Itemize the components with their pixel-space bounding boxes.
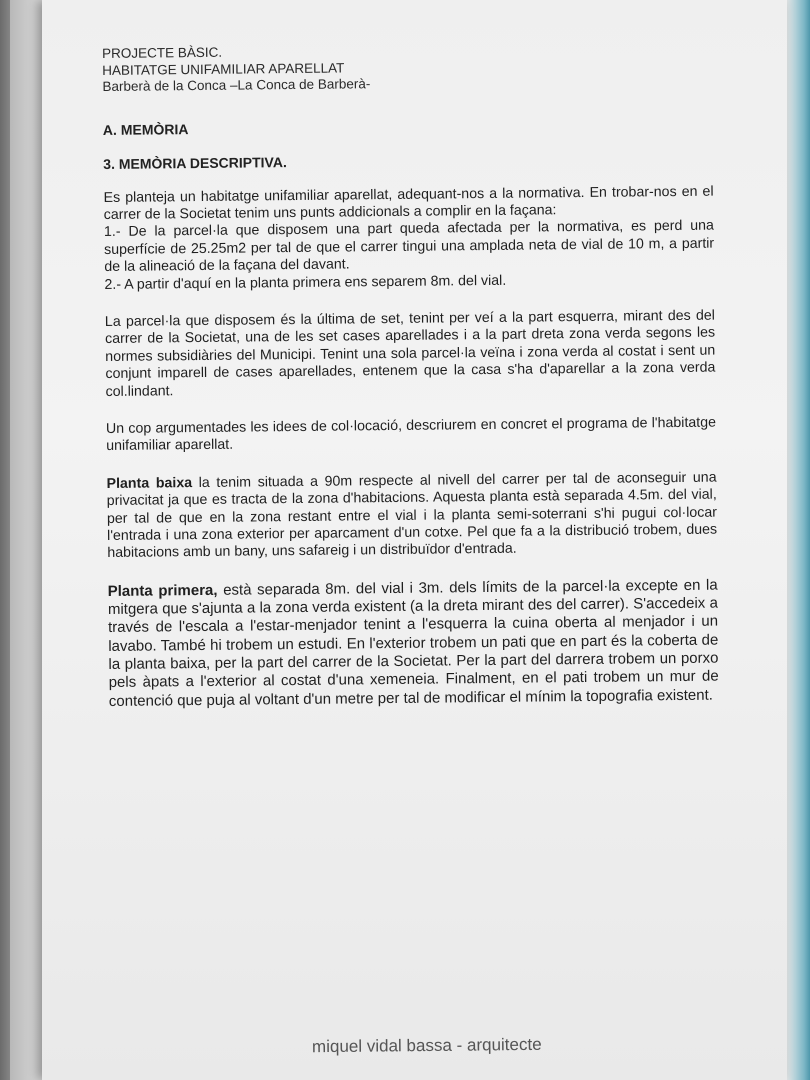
paragraph-planta-baixa — [107, 469, 718, 562]
planta-primera-text: està separada 8m. del vial i 3m. dels límits de la parcel·la excepte en la mitgera que s'ajunta a la zona verda existent (a la dreta mirant des del carrer). S'accedeix a través de l'escala a l'estar-menjador tenint a l'esquerra la cuina oberta al menjador i un lavabo. També hi trobem un estudi. En l'exterior trobem un pati que en part és la coberta de la planta baixa, per la part del carrer de la Societat. Per la part del darrera trobem un porxo pels àpats a l'exterior al costat d'una xemeneia. Finalment, en el pati trobem un mur de contenció que puja al voltant d'un metre per tal de modificar el mínim la topografia existent. — [107, 576, 719, 710]
paragraph-planta-primera — [108, 576, 719, 710]
paragraph-intro — [104, 183, 715, 294]
page-footer: miquel vidal bassa - arquitecte — [311, 1034, 542, 1057]
underlying-page-edge — [10, 0, 45, 1080]
intro-text: Es planteja un habitatge unifamiliar aparellat, adequant-nos a la normativa. En trobar-nos en el carrer de la Societat tenim uns punts addicionals a complir en la façana: — [103, 183, 714, 223]
paragraph-parcel: La parcel·la que disposem és la última de set, tenint per veí a la part esquerra, mirant des del carrer de la Societat, una de les set cases aparellades i a la part dreta zona verda segons les normes subsidiàries del Municipi. Tenint una sola parcel·la veïna i zona verda al costat i sent un conjunt imparell de cases aparellades, entenem que la casa s'ha d'aparellar a la zona verda col.lindant. — [104, 307, 716, 400]
list-item-2: 2.- A partir d'aquí en la planta primera ens separem 8m. del vial. — [104, 272, 507, 293]
planta-primera-title: Planta primera, — [107, 581, 218, 600]
header-line-1: PROJECTE BÀSIC. — [102, 44, 223, 61]
section-heading-3: 3. MEMÒRIA DESCRIPTIVA. — [103, 153, 287, 172]
header-line-2: HABITATGE UNIFAMILIAR APARELLAT — [102, 59, 345, 78]
section-heading-a: A. MEMÒRIA — [102, 120, 189, 138]
document-header — [102, 40, 712, 96]
planta-baixa-title: Planta baixa — [106, 474, 193, 492]
paragraph-program: Un cop argumentades les idees de col·locació, descriurem en concret el programa de l'habitatge unifamiliar aparellat. — [105, 414, 717, 455]
planta-baixa-text: la tenim situada a 90m respecte al nivell del carrer per tal de aconseguir una privacitat ja que es tracta de la zona d'habitacions. Aquesta planta està separada 4.5m. del vial, per tal de que en la zona restant entre el vial i la planta semi-soterrani s'hi pugui col·locar l'entrada i una zona exterior per aparcament d'un cotxe. Pel que fa a la distribució trobem, dues habitacions amb un bany, uns safareig i un distribuïdor d'entrada. — [106, 469, 718, 562]
list-item-1: 1.- De la parcel·la que disposem una part queda afectada per la normativa, es perd una superfície de 25.25m2 per tal de que el carrer tingui una amplada neta de vial de 10 m, a partir de la alineació de la façana del davant. — [103, 217, 715, 276]
document-page — [42, 0, 787, 1080]
document-content — [102, 40, 719, 711]
header-line-3: Barberà de la Conca –La Conca de Barberà- — [102, 76, 371, 94]
